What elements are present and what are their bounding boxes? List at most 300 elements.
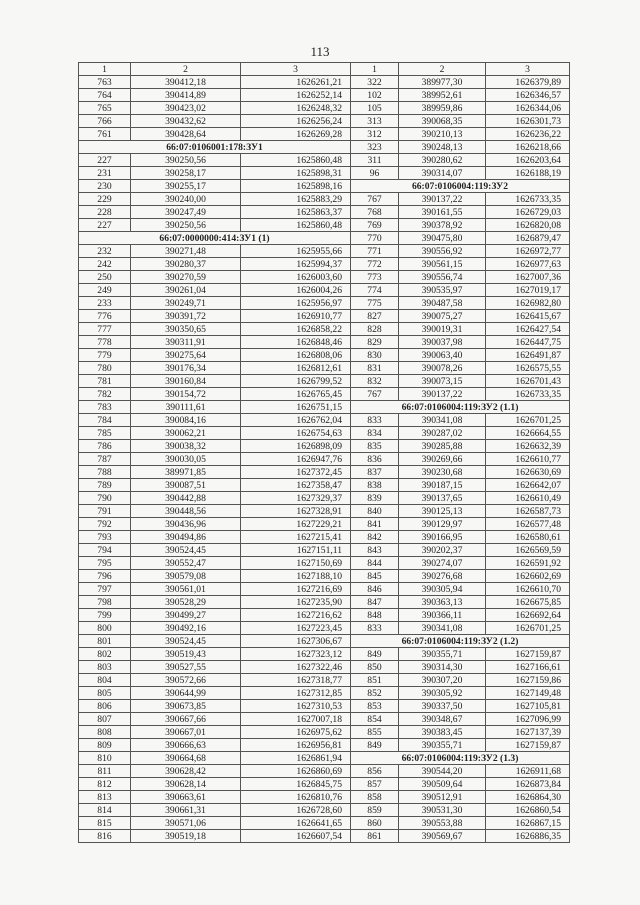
- right-coordinate-x: 390063,40: [399, 349, 486, 362]
- left-coordinate-y: 1627151,11: [241, 544, 351, 557]
- right-coordinate-x: 390137,22: [399, 193, 486, 206]
- left-point-number: 804: [79, 674, 131, 687]
- right-coordinate-y: 1626346,57: [486, 89, 570, 102]
- right-coordinate-y: 1626632,39: [486, 440, 570, 453]
- right-coordinate-x: 390075,27: [399, 310, 486, 323]
- left-point-number: 784: [79, 414, 131, 427]
- left-point-number: 230: [79, 180, 131, 193]
- table-row: [79, 609, 570, 622]
- left-coordinate-y: 1625863,37: [241, 206, 351, 219]
- left-coordinate-y: 1627188,10: [241, 570, 351, 583]
- table-row: [79, 193, 570, 206]
- right-point-number: 846: [351, 583, 399, 596]
- left-point-number: 809: [79, 739, 131, 752]
- right-point-number: 832: [351, 375, 399, 388]
- right-coordinate-y: 1626301,73: [486, 115, 570, 128]
- left-coordinate-y: 1625883,29: [241, 193, 351, 206]
- table-row: [79, 76, 570, 89]
- right-point-number: 831: [351, 362, 399, 375]
- parcel-section-header: 66:07:0106004:119:ЗУ2: [351, 180, 570, 193]
- left-coordinate-x: 390628,14: [131, 778, 241, 791]
- right-point-number: 828: [351, 323, 399, 336]
- left-coordinate-x: 390432,62: [131, 115, 241, 128]
- left-point-number: 764: [79, 89, 131, 102]
- left-coordinate-x: 390154,72: [131, 388, 241, 401]
- right-coordinate-y: 1626820,08: [486, 219, 570, 232]
- right-point-number: 833: [351, 622, 399, 635]
- right-coordinate-y: 1626379,89: [486, 76, 570, 89]
- right-coordinate-y: 1626664,55: [486, 427, 570, 440]
- left-coordinate-x: 390494,86: [131, 531, 241, 544]
- right-coordinate-x: 390187,15: [399, 479, 486, 492]
- left-coordinate-y: 1626808,06: [241, 349, 351, 362]
- left-coordinate-y: 1627223,45: [241, 622, 351, 635]
- table-row: [79, 661, 570, 674]
- left-coordinate-y: 1627312,85: [241, 687, 351, 700]
- left-point-number: 229: [79, 193, 131, 206]
- right-coordinate-x: 390378,92: [399, 219, 486, 232]
- table-row: [79, 310, 570, 323]
- right-point-number: 852: [351, 687, 399, 700]
- right-coordinate-y: 1626591,92: [486, 557, 570, 570]
- right-coordinate-y: 1626188,19: [486, 167, 570, 180]
- right-coordinate-y: 1626569,59: [486, 544, 570, 557]
- right-coordinate-y: 1626675,85: [486, 596, 570, 609]
- left-coordinate-y: 1626975,62: [241, 726, 351, 739]
- left-coordinate-y: 1625955,66: [241, 245, 351, 258]
- right-coordinate-x: 390561,15: [399, 258, 486, 271]
- table-row: [79, 583, 570, 596]
- left-coordinate-x: 390571,06: [131, 817, 241, 830]
- right-coordinate-y: 1626580,61: [486, 531, 570, 544]
- left-coordinate-y: 1626256,24: [241, 115, 351, 128]
- right-coordinate-x: 390248,13: [399, 141, 486, 154]
- right-point-number: 849: [351, 739, 399, 752]
- right-coordinate-x: 390285,88: [399, 440, 486, 453]
- left-coordinate-x: 390247,49: [131, 206, 241, 219]
- right-coordinate-x: 390037,98: [399, 336, 486, 349]
- table-row: [79, 258, 570, 271]
- left-coordinate-y: 1627229,21: [241, 518, 351, 531]
- left-coordinate-y: 1625956,97: [241, 297, 351, 310]
- left-coordinate-x: 390038,32: [131, 440, 241, 453]
- right-coordinate-x: 390556,74: [399, 271, 486, 284]
- left-coordinate-y: 1625898,31: [241, 167, 351, 180]
- left-point-number: 250: [79, 271, 131, 284]
- table-row: [79, 687, 570, 700]
- right-coordinate-x: 389952,61: [399, 89, 486, 102]
- right-coordinate-y: 1626911,68: [486, 765, 570, 778]
- left-coordinate-y: 1627007,18: [241, 713, 351, 726]
- table-row: [79, 505, 570, 518]
- right-coordinate-y: 1626415,67: [486, 310, 570, 323]
- parcel-section-header: 66:07:0106004:119:ЗУ2 (1.3): [351, 752, 570, 765]
- left-coordinate-y: 1625898,16: [241, 180, 351, 193]
- right-coordinate-x: 390068,35: [399, 115, 486, 128]
- table-row: [79, 141, 570, 154]
- left-point-number: 815: [79, 817, 131, 830]
- left-coordinate-x: 390249,71: [131, 297, 241, 310]
- left-point-number: 797: [79, 583, 131, 596]
- left-point-number: 788: [79, 466, 131, 479]
- left-point-number: 782: [79, 388, 131, 401]
- left-coordinate-x: 390448,56: [131, 505, 241, 518]
- right-coordinate-x: 390269,66: [399, 453, 486, 466]
- left-point-number: 249: [79, 284, 131, 297]
- right-coordinate-x: 390161,55: [399, 206, 486, 219]
- left-coordinate-y: 1627216,62: [241, 609, 351, 622]
- right-point-number: 850: [351, 661, 399, 674]
- column-header: 2: [131, 63, 241, 76]
- table-row: [79, 414, 570, 427]
- right-coordinate-y: 1627166,61: [486, 661, 570, 674]
- right-coordinate-y: 1626642,07: [486, 479, 570, 492]
- right-point-number: 322: [351, 76, 399, 89]
- right-coordinate-x: 390210,13: [399, 128, 486, 141]
- right-point-number: 833: [351, 414, 399, 427]
- table-row: [79, 778, 570, 791]
- left-coordinate-y: 1627358,47: [241, 479, 351, 492]
- parcel-section-header: 66:07:0106004:119:ЗУ2 (1.2): [351, 635, 570, 648]
- left-point-number: 766: [79, 115, 131, 128]
- left-point-number: 802: [79, 648, 131, 661]
- left-coordinate-x: 390261,04: [131, 284, 241, 297]
- left-coordinate-x: 390270,59: [131, 271, 241, 284]
- left-coordinate-y: 1627328,91: [241, 505, 351, 518]
- right-point-number: 857: [351, 778, 399, 791]
- left-coordinate-x: 390552,47: [131, 557, 241, 570]
- right-point-number: 769: [351, 219, 399, 232]
- left-point-number: 798: [79, 596, 131, 609]
- left-coordinate-y: 1626754,63: [241, 427, 351, 440]
- left-coordinate-x: 390160,84: [131, 375, 241, 388]
- right-point-number: 847: [351, 596, 399, 609]
- left-coordinate-y: 1626799,52: [241, 375, 351, 388]
- right-point-number: 848: [351, 609, 399, 622]
- left-coordinate-y: 1627306,67: [241, 635, 351, 648]
- left-coordinate-x: 390561,01: [131, 583, 241, 596]
- right-point-number: 829: [351, 336, 399, 349]
- parcel-section-header: 66:07:0106004:119:ЗУ2 (1.1): [351, 401, 570, 414]
- right-coordinate-y: 1626236,22: [486, 128, 570, 141]
- left-coordinate-x: 390492,16: [131, 622, 241, 635]
- left-point-number: 813: [79, 791, 131, 804]
- right-coordinate-y: 1626729,03: [486, 206, 570, 219]
- right-point-number: 770: [351, 232, 399, 245]
- table-row: [79, 206, 570, 219]
- left-point-number: 799: [79, 609, 131, 622]
- left-point-number: 805: [79, 687, 131, 700]
- right-coordinate-y: 1626610,70: [486, 583, 570, 596]
- page-number: 113: [310, 44, 330, 59]
- left-coordinate-x: 390391,72: [131, 310, 241, 323]
- right-point-number: 861: [351, 830, 399, 843]
- table-row: [79, 375, 570, 388]
- left-coordinate-y: 1626812,61: [241, 362, 351, 375]
- left-point-number: 763: [79, 76, 131, 89]
- right-coordinate-y: 1626630,69: [486, 466, 570, 479]
- right-point-number: 102: [351, 89, 399, 102]
- right-point-number: 323: [351, 141, 399, 154]
- left-point-number: 776: [79, 310, 131, 323]
- right-coordinate-x: 390509,64: [399, 778, 486, 791]
- right-coordinate-y: 1627149,48: [486, 687, 570, 700]
- table-row: [79, 648, 570, 661]
- left-coordinate-x: 390664,68: [131, 752, 241, 765]
- left-coordinate-y: 1627323,12: [241, 648, 351, 661]
- right-point-number: 313: [351, 115, 399, 128]
- table-row: [79, 349, 570, 362]
- table-row: [79, 817, 570, 830]
- left-coordinate-y: 1627322,46: [241, 661, 351, 674]
- left-point-number: 793: [79, 531, 131, 544]
- left-coordinate-x: 390258,17: [131, 167, 241, 180]
- left-coordinate-x: 390524,45: [131, 544, 241, 557]
- right-coordinate-x: 390314,30: [399, 661, 486, 674]
- left-coordinate-y: 1626848,46: [241, 336, 351, 349]
- left-coordinate-y: 1626810,76: [241, 791, 351, 804]
- left-point-number: 242: [79, 258, 131, 271]
- column-header: 3: [241, 63, 351, 76]
- right-point-number: 767: [351, 193, 399, 206]
- right-point-number: 775: [351, 297, 399, 310]
- left-coordinate-x: 390579,08: [131, 570, 241, 583]
- right-point-number: 768: [351, 206, 399, 219]
- right-point-number: 827: [351, 310, 399, 323]
- right-coordinate-x: 390553,88: [399, 817, 486, 830]
- right-coordinate-y: 1626977,63: [486, 258, 570, 271]
- left-coordinate-x: 390442,88: [131, 492, 241, 505]
- left-coordinate-y: 1626003,60: [241, 271, 351, 284]
- left-point-number: 232: [79, 245, 131, 258]
- right-coordinate-x: 390355,71: [399, 648, 486, 661]
- left-point-number: 786: [79, 440, 131, 453]
- right-coordinate-x: 390274,07: [399, 557, 486, 570]
- left-coordinate-x: 390062,21: [131, 427, 241, 440]
- left-coordinate-x: 390528,29: [131, 596, 241, 609]
- right-point-number: 105: [351, 102, 399, 115]
- left-coordinate-y: 1625860,48: [241, 154, 351, 167]
- right-coordinate-y: 1627137,39: [486, 726, 570, 739]
- right-coordinate-y: 1626587,73: [486, 505, 570, 518]
- left-coordinate-x: 390663,61: [131, 791, 241, 804]
- right-coordinate-x: 390129,97: [399, 518, 486, 531]
- right-coordinate-x: 390166,95: [399, 531, 486, 544]
- table-row: [79, 830, 570, 843]
- right-point-number: 767: [351, 388, 399, 401]
- table-row: [79, 128, 570, 141]
- right-coordinate-x: 390280,62: [399, 154, 486, 167]
- table-row: [79, 232, 570, 245]
- left-coordinate-x: 390572,66: [131, 674, 241, 687]
- left-coordinate-x: 390311,91: [131, 336, 241, 349]
- right-point-number: 849: [351, 648, 399, 661]
- left-point-number: 233: [79, 297, 131, 310]
- right-coordinate-x: 390348,67: [399, 713, 486, 726]
- table-row: [79, 726, 570, 739]
- right-coordinate-x: 390366,11: [399, 609, 486, 622]
- right-coordinate-x: 390125,13: [399, 505, 486, 518]
- right-coordinate-y: 1626447,75: [486, 336, 570, 349]
- right-coordinate-x: 390512,91: [399, 791, 486, 804]
- table-header-row: [79, 63, 570, 76]
- right-point-number: 773: [351, 271, 399, 284]
- column-header: 2: [399, 63, 486, 76]
- right-coordinate-x: 390341,08: [399, 414, 486, 427]
- parcel-section-header: 66:07:0106001:178:ЗУ1: [79, 141, 351, 154]
- right-coordinate-x: 390337,50: [399, 700, 486, 713]
- right-point-number: 859: [351, 804, 399, 817]
- column-header: 1: [351, 63, 399, 76]
- left-coordinate-x: 390644,99: [131, 687, 241, 700]
- left-coordinate-x: 390350,65: [131, 323, 241, 336]
- left-point-number: 796: [79, 570, 131, 583]
- left-point-number: 800: [79, 622, 131, 635]
- right-coordinate-y: 1627096,99: [486, 713, 570, 726]
- right-coordinate-y: 1626610,49: [486, 492, 570, 505]
- right-coordinate-x: 389959,86: [399, 102, 486, 115]
- left-point-number: 814: [79, 804, 131, 817]
- right-point-number: 774: [351, 284, 399, 297]
- left-point-number: 765: [79, 102, 131, 115]
- left-coordinate-y: 1626728,60: [241, 804, 351, 817]
- left-coordinate-x: 389971,85: [131, 466, 241, 479]
- table-row: [79, 804, 570, 817]
- left-point-number: 231: [79, 167, 131, 180]
- left-point-number: 778: [79, 336, 131, 349]
- right-point-number: 856: [351, 765, 399, 778]
- left-point-number: 807: [79, 713, 131, 726]
- table-row: [79, 518, 570, 531]
- right-point-number: 838: [351, 479, 399, 492]
- left-coordinate-y: 1625994,37: [241, 258, 351, 271]
- left-coordinate-y: 1627150,69: [241, 557, 351, 570]
- right-point-number: 843: [351, 544, 399, 557]
- right-point-number: 845: [351, 570, 399, 583]
- right-coordinate-x: 390556,92: [399, 245, 486, 258]
- right-coordinate-y: 1626733,35: [486, 388, 570, 401]
- left-coordinate-y: 1626607,54: [241, 830, 351, 843]
- table-row: [79, 570, 570, 583]
- left-point-number: 789: [79, 479, 131, 492]
- left-coordinate-y: 1626248,32: [241, 102, 351, 115]
- table-row: [79, 336, 570, 349]
- right-coordinate-y: 1626864,30: [486, 791, 570, 804]
- left-point-number: 785: [79, 427, 131, 440]
- right-coordinate-x: 390383,45: [399, 726, 486, 739]
- table-row: [79, 635, 570, 648]
- right-coordinate-y: 1626873,84: [486, 778, 570, 791]
- table-row: [79, 219, 570, 232]
- right-coordinate-x: 390531,30: [399, 804, 486, 817]
- table-row: [79, 531, 570, 544]
- left-point-number: 228: [79, 206, 131, 219]
- left-coordinate-x: 390628,42: [131, 765, 241, 778]
- right-point-number: 851: [351, 674, 399, 687]
- left-coordinate-y: 1627235,90: [241, 596, 351, 609]
- left-coordinate-x: 390275,64: [131, 349, 241, 362]
- left-point-number: 811: [79, 765, 131, 778]
- right-point-number: 771: [351, 245, 399, 258]
- right-coordinate-x: 390019,31: [399, 323, 486, 336]
- left-point-number: 791: [79, 505, 131, 518]
- left-point-number: 783: [79, 401, 131, 414]
- right-point-number: 772: [351, 258, 399, 271]
- left-coordinate-y: 1627318,77: [241, 674, 351, 687]
- left-coordinate-y: 1626004,26: [241, 284, 351, 297]
- left-coordinate-x: 390030,05: [131, 453, 241, 466]
- left-coordinate-x: 390524,45: [131, 635, 241, 648]
- left-coordinate-x: 390250,56: [131, 154, 241, 167]
- left-coordinate-y: 1627216,69: [241, 583, 351, 596]
- left-point-number: 780: [79, 362, 131, 375]
- right-point-number: 836: [351, 453, 399, 466]
- left-coordinate-x: 390240,00: [131, 193, 241, 206]
- table-row: [79, 466, 570, 479]
- right-coordinate-x: 390307,20: [399, 674, 486, 687]
- parcel-section-header: 66:07:0000000:414:ЗУ1 (1): [79, 232, 351, 245]
- left-point-number: 779: [79, 349, 131, 362]
- right-coordinate-y: 1626577,48: [486, 518, 570, 531]
- left-coordinate-x: 390667,01: [131, 726, 241, 739]
- right-point-number: 842: [351, 531, 399, 544]
- left-coordinate-y: 1626860,69: [241, 765, 351, 778]
- left-coordinate-y: 1626762,04: [241, 414, 351, 427]
- table-row: [79, 115, 570, 128]
- table-row: [79, 674, 570, 687]
- right-coordinate-y: 1626575,55: [486, 362, 570, 375]
- table-row: [79, 791, 570, 804]
- table-row: [79, 102, 570, 115]
- right-coordinate-y: 1626982,80: [486, 297, 570, 310]
- table-row: [79, 557, 570, 570]
- left-coordinate-y: 1626261,21: [241, 76, 351, 89]
- right-point-number: 835: [351, 440, 399, 453]
- left-coordinate-y: 1626956,81: [241, 739, 351, 752]
- right-coordinate-x: 390287,02: [399, 427, 486, 440]
- left-coordinate-y: 1625860,48: [241, 219, 351, 232]
- table-row: [79, 401, 570, 414]
- right-coordinate-y: 1626886,35: [486, 830, 570, 843]
- left-coordinate-y: 1627329,37: [241, 492, 351, 505]
- left-coordinate-y: 1627372,45: [241, 466, 351, 479]
- left-coordinate-x: 390255,17: [131, 180, 241, 193]
- left-coordinate-y: 1626765,45: [241, 388, 351, 401]
- right-point-number: 311: [351, 154, 399, 167]
- left-coordinate-x: 390667,66: [131, 713, 241, 726]
- right-point-number: 854: [351, 713, 399, 726]
- left-coordinate-y: 1627215,41: [241, 531, 351, 544]
- right-coordinate-y: 1626701,25: [486, 622, 570, 635]
- left-coordinate-x: 390436,96: [131, 518, 241, 531]
- right-coordinate-y: 1626427,54: [486, 323, 570, 336]
- table-row: [79, 154, 570, 167]
- left-coordinate-y: 1626641,65: [241, 817, 351, 830]
- left-coordinate-x: 390519,18: [131, 830, 241, 843]
- right-coordinate-y: 1626701,25: [486, 414, 570, 427]
- left-coordinate-x: 390414,89: [131, 89, 241, 102]
- right-coordinate-y: 1626972,77: [486, 245, 570, 258]
- left-point-number: 781: [79, 375, 131, 388]
- right-coordinate-x: 390487,58: [399, 297, 486, 310]
- right-coordinate-y: 1627105,81: [486, 700, 570, 713]
- right-coordinate-y: 1627159,86: [486, 674, 570, 687]
- right-coordinate-y: 1626701,43: [486, 375, 570, 388]
- left-coordinate-x: 390412,18: [131, 76, 241, 89]
- left-coordinate-y: 1626910,77: [241, 310, 351, 323]
- left-point-number: 801: [79, 635, 131, 648]
- right-coordinate-y: 1626879,47: [486, 232, 570, 245]
